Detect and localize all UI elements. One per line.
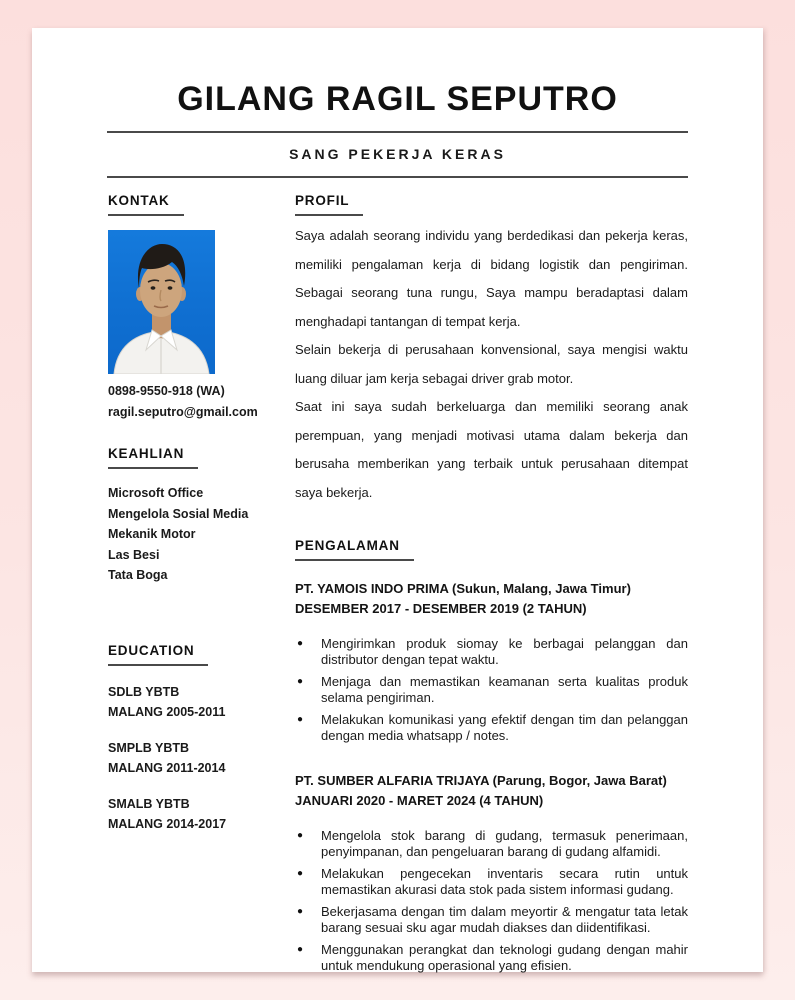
- skill-item: Microsoft Office: [108, 486, 204, 500]
- profile-photo: [108, 230, 215, 374]
- education-school: SMALB YBTB: [108, 796, 190, 811]
- job-bullet-text: Melakukan komunikasi yang efektif dengan tim dan pelanggan dengan media whatsapp / notes.: [321, 711, 688, 743]
- bullet-icon: ●: [297, 868, 304, 879]
- job-bullet: [295, 825, 688, 863]
- pengalaman-section: [295, 537, 688, 977]
- education-heading: EDUCATION: [108, 643, 208, 666]
- job-bullet-list: [295, 825, 688, 977]
- job-period: DESEMBER 2017 - DESEMBER 2019 (2 TAHUN): [295, 600, 587, 616]
- job-period: JANUARI 2020 - MARET 2024 (4 TAHUN): [295, 792, 544, 808]
- job-entry: [295, 771, 688, 977]
- profil-heading: PROFIL: [295, 193, 363, 216]
- job-bullet: [295, 633, 688, 671]
- job-bullet-text: Melakukan pengecekan inventaris secara rutin untuk memastikan akurasi data stok pada sistem informasi gudang.: [321, 865, 688, 897]
- education-period: MALANG 2005-2011: [108, 704, 226, 719]
- skill-list: [108, 483, 281, 586]
- job-bullet: [295, 939, 688, 977]
- skill-item: Las Besi: [108, 547, 160, 562]
- keahlian-heading: KEAHLIAN: [108, 446, 198, 469]
- job-bullet-list: [295, 633, 688, 747]
- education-period: MALANG 2014-2017: [108, 816, 227, 831]
- education-list: [108, 682, 281, 834]
- profile-photo-image: [108, 230, 215, 374]
- education-item: [108, 682, 281, 722]
- job-bullet-text: Menjaga dan memastikan keamanan serta kualitas produk selama pengiriman.: [321, 673, 688, 705]
- education-item: [108, 738, 281, 778]
- skill-item: Mengelola Sosial Media: [108, 506, 249, 521]
- bullet-icon: ●: [297, 638, 304, 649]
- job-bullet-text: Mengirimkan produk siomay ke berbagai pelanggan dan distributor dengan tepat waktu.: [321, 635, 688, 667]
- job-bullet: [295, 709, 688, 747]
- header-divider-bottom: [107, 176, 688, 178]
- pengalaman-heading: PENGALAMAN: [295, 538, 414, 561]
- education-item: [108, 794, 281, 834]
- job-bullet: [295, 671, 688, 709]
- kontak-heading: KONTAK: [108, 193, 184, 216]
- job-company: PT. YAMOIS INDO PRIMA (Sukun, Malang, Jawa Timur): [295, 581, 631, 596]
- education-period: MALANG 2011-2014: [108, 760, 226, 775]
- sidebar: [108, 192, 281, 850]
- education-school: SMPLB YBTB: [108, 740, 190, 755]
- phone-number: 0898-9550-918 (WA): [108, 384, 225, 398]
- tagline: SANG PEKERJA KERAS: [289, 146, 506, 162]
- email-address: ragil.seputro@gmail.com: [108, 405, 258, 419]
- education-section: [108, 642, 281, 834]
- bullet-icon: ●: [297, 906, 304, 917]
- profil-paragraph: Saat ini saya sudah berkeluarga dan memiliki seorang anak perempuan, yang menjadi motivasi utama dalam bekerja dan berusaha memberikan yang terbaik untuk perusahaan ditempat saya bekerja.: [295, 399, 688, 500]
- header-divider-top: [107, 131, 688, 133]
- keahlian-section: [108, 445, 281, 586]
- job-bullet: [295, 863, 688, 901]
- profil-section: [295, 192, 688, 507]
- skill-item: Tata Boga: [108, 568, 168, 582]
- resume-page: [32, 28, 763, 972]
- job-company: PT. SUMBER ALFARIA TRIJAYA (Parung, Bogor, Jawa Barat): [295, 773, 667, 788]
- page-title: GILANG RAGIL SEPUTRO: [177, 80, 618, 118]
- profil-paragraph: Selain bekerja di perusahaan konvensional, saya mengisi waktu luang diluar jam kerja sebagai driver grab motor.: [295, 342, 688, 386]
- skill-item: Mekanik Motor: [108, 527, 196, 541]
- profil-text: [295, 222, 688, 507]
- job-bullet: [295, 901, 688, 939]
- bullet-icon: ●: [297, 944, 304, 955]
- bullet-icon: ●: [297, 714, 304, 725]
- job-bullet-text: Menggunakan perangkat dan teknologi gudang dengan mahir untuk mendukung operasional yang efisien.: [321, 941, 688, 973]
- kontak-section: [108, 192, 281, 419]
- bullet-icon: ●: [297, 830, 304, 841]
- profil-paragraph: Saya adalah seorang individu yang berdedikasi dan pekerja keras, memiliki pengalaman kerja di bidang logistik dan pengiriman. Sebagai seorang tuna rungu, Saya mampu beradaptasi dalam menghadapi tantangan di tempat kerja.: [295, 228, 688, 329]
- job-entry: [295, 579, 688, 747]
- job-bullet-text: Mengelola stok barang di gudang, termasuk penerimaan, penyimpanan, dan pengeluaran barang di gudang alfamidi.: [321, 827, 688, 859]
- education-school: SDLB YBTB: [108, 684, 180, 699]
- bullet-icon: ●: [297, 676, 304, 687]
- job-bullet-text: Bekerjasama dengan tim dalam meyortir & mengatur tata letak barang sesuai sku agar mudah diakses dan diidentifikasi.: [321, 903, 688, 935]
- main-content: [295, 192, 688, 977]
